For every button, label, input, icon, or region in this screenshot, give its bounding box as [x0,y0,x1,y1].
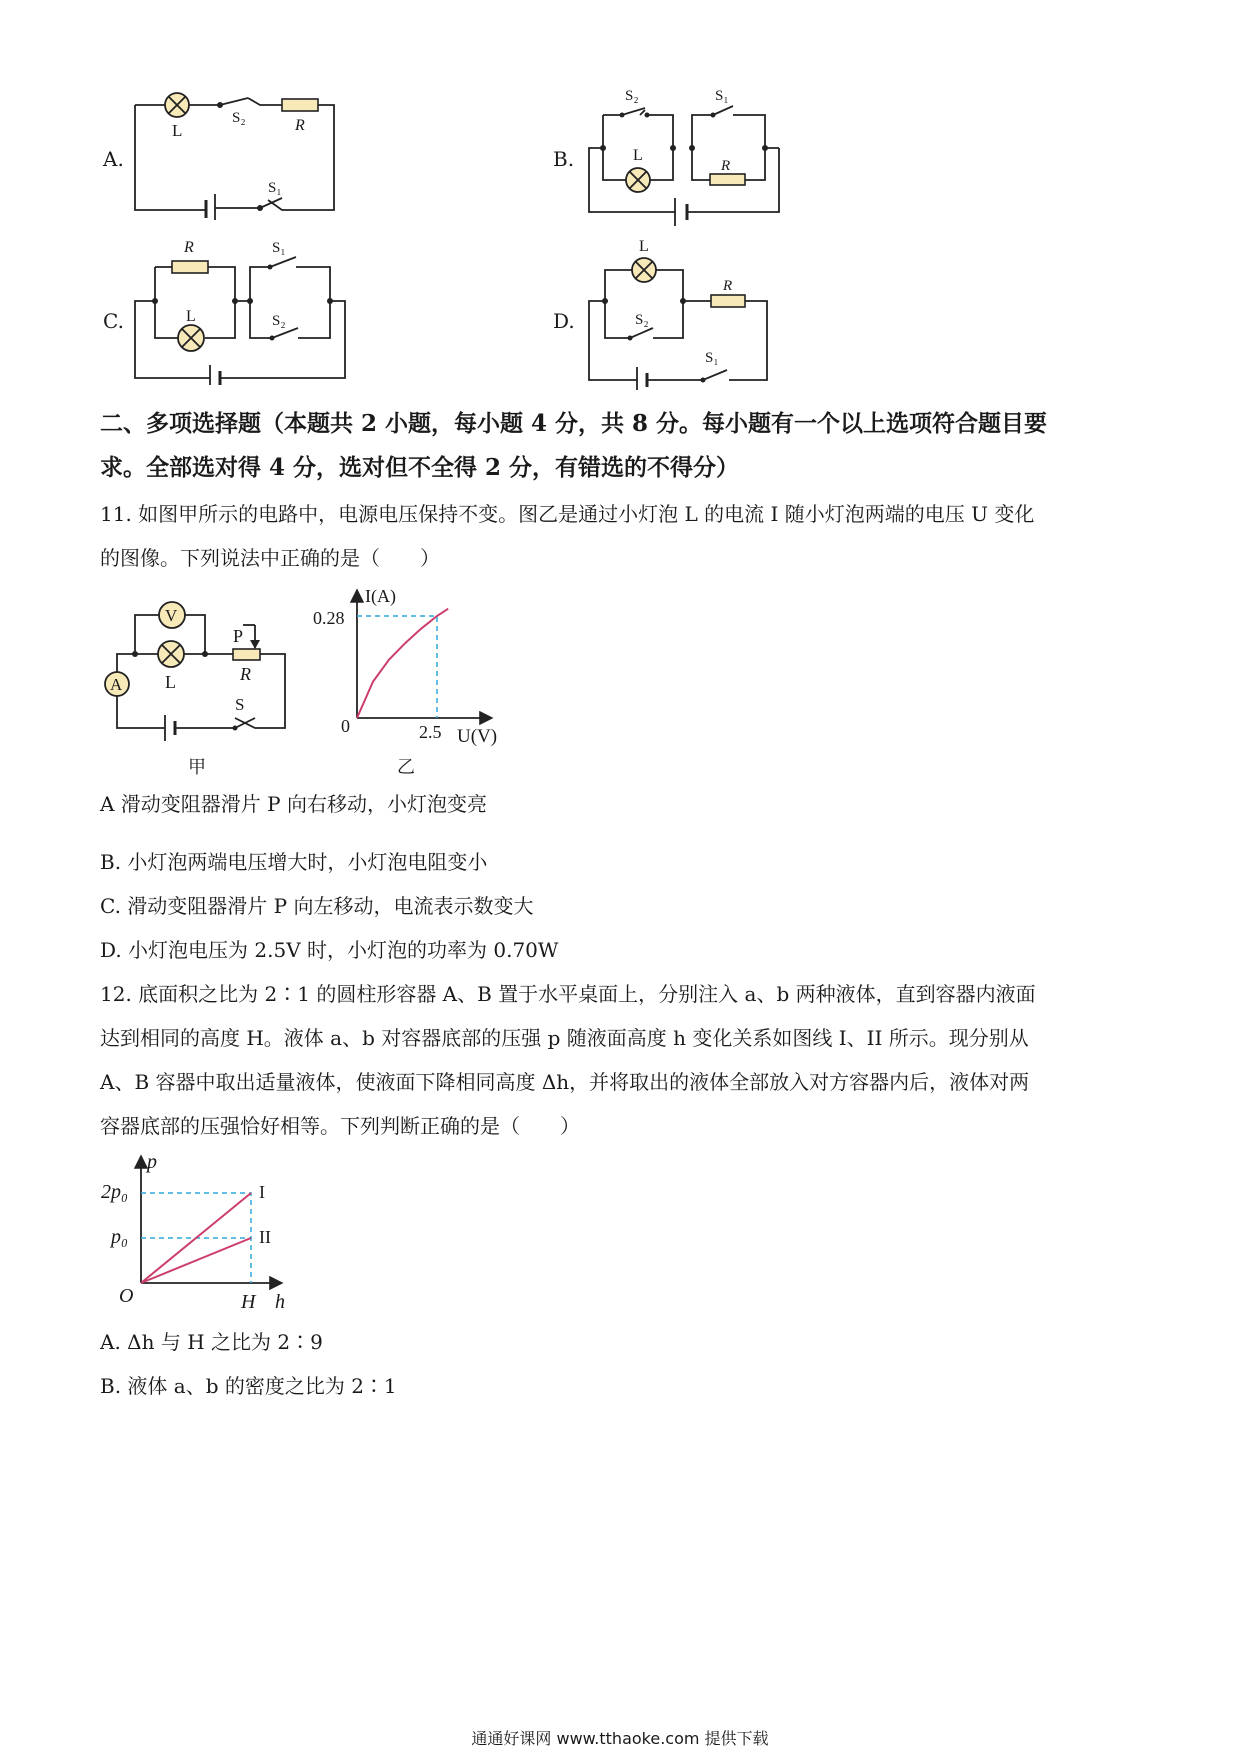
lamp-label: L [639,238,649,255]
page-footer: 通通好课网 www.tthaoke.com 提供下载 [471,1729,769,1748]
line-ii [141,1238,251,1283]
y-axis-label: I(A) [365,586,396,606]
line-i-label: I [259,1182,265,1202]
q11-stem-line1: 11. 如图甲所示的电路中，电源电压保持不变。图乙是通过小灯泡 L 的电流 I 随小灯泡两端的电压 U 变化 [100,502,1035,526]
resistor-label: R [240,664,251,684]
q12-stem-line3: A、B 容器中取出适量液体，使液面下降相同高度 Δh，并将取出的液体全部放入对方容器内后，液体对两 [100,1070,1030,1094]
y-axis-label: p [147,1151,157,1173]
x-mark-label: 2.5 [419,722,442,742]
origin-label: 0 [341,716,350,736]
resistor-label: R [295,117,305,134]
guide-lines [357,616,437,718]
section-heading-line1: 二、多项选择题（本题共 2 小题，每小题 4 分，共 8 分。每小题有一个以上选项符合题目要 [100,410,1048,437]
ammeter-label: A [110,675,123,694]
resistor-label: R [184,239,194,256]
option-a-label: A. [103,147,124,171]
switch-label-s1: S₁ [268,180,282,196]
lamp-label: L [172,121,183,140]
circuit-option-b [575,80,795,230]
voltmeter-label: V [165,606,178,625]
lamp-label: L [633,147,643,164]
q11-option-c[interactable]: C. 滑动变阻器滑片 P 向左移动，电流表示数变大 [100,894,534,918]
q12-stem-line1: 12. 底面积之比为 2∶1 的圆柱形容器 A、B 置于水平桌面上，分别注入 a、b 两种液体，直到容器内液面 [100,982,1036,1006]
x-axis-label: h [275,1291,285,1313]
circuit-option-a [120,80,360,220]
section-heading-line2: 求。全部选对得 4 分，选对但不全得 2 分，有错选的不得分） [100,454,740,481]
switch-label-s1: S₁ [272,240,286,256]
lamp-label: L [165,672,176,692]
q11-option-b[interactable]: B. 小灯泡两端电压增大时，小灯泡电阻变小 [100,850,488,874]
y-mark-label: 0.28 [313,608,345,628]
q11-option-d[interactable]: D. 小灯泡电压为 2.5V 时，小灯泡的功率为 0.70W [100,938,559,962]
figure-caption-yi: 乙 [397,757,415,777]
switch-label-s2: S₂ [272,313,286,329]
switch-label: S [235,695,245,714]
switch-label-s2: S₂ [232,110,246,126]
q11-option-a[interactable]: A 滑动变阻器滑片 P 向右移动，小灯泡变亮 [100,792,487,816]
q12-stem-line4: 容器底部的压强恰好相等。下列判断正确的是（ ） [100,1114,580,1138]
option-d-label: D. [553,309,575,333]
q12-option-b[interactable]: B. 液体 a、b 的密度之比为 2∶1 [100,1374,397,1398]
x-axis-label: U(V) [457,726,498,747]
circuit-option-d [575,235,795,390]
circuit-figure-jia [95,590,305,780]
switch-label-s2: S₂ [625,88,639,104]
circuit-option-c [120,235,360,385]
y-mark-mid: p₀ [111,1226,128,1248]
switch-label-s1: S₁ [705,350,719,366]
resistor-label: R [723,278,733,294]
slider-label: P [233,626,244,646]
iu-curve [357,609,448,718]
pressure-height-graph [95,1150,305,1320]
lamp-label: L [186,308,196,325]
option-c-label: C. [103,309,124,333]
y-mark-top: 2p₀ [101,1181,128,1203]
iu-graph-yi [305,580,515,780]
option-b-label: B. [553,147,575,171]
figure-caption-jia: 甲 [188,757,206,777]
q12-stem-line2: 达到相同的高度 H。液体 a、b 对容器底部的压强 p 随液面高度 h 变化关系如图线 I、II 所示。现分别从 [100,1026,1029,1050]
line-ii-label: II [259,1227,271,1247]
origin-label: O [119,1285,134,1307]
resistor-label: R [721,158,731,174]
q12-option-a[interactable]: A. Δh 与 H 之比为 2∶9 [100,1330,323,1354]
switch-label-s2: S₂ [635,312,649,328]
switch-label-s1: S₁ [715,88,729,104]
q11-stem-line2: 的图像。下列说法中正确的是（ ） [100,546,440,570]
x-mark-label: H [241,1291,256,1313]
